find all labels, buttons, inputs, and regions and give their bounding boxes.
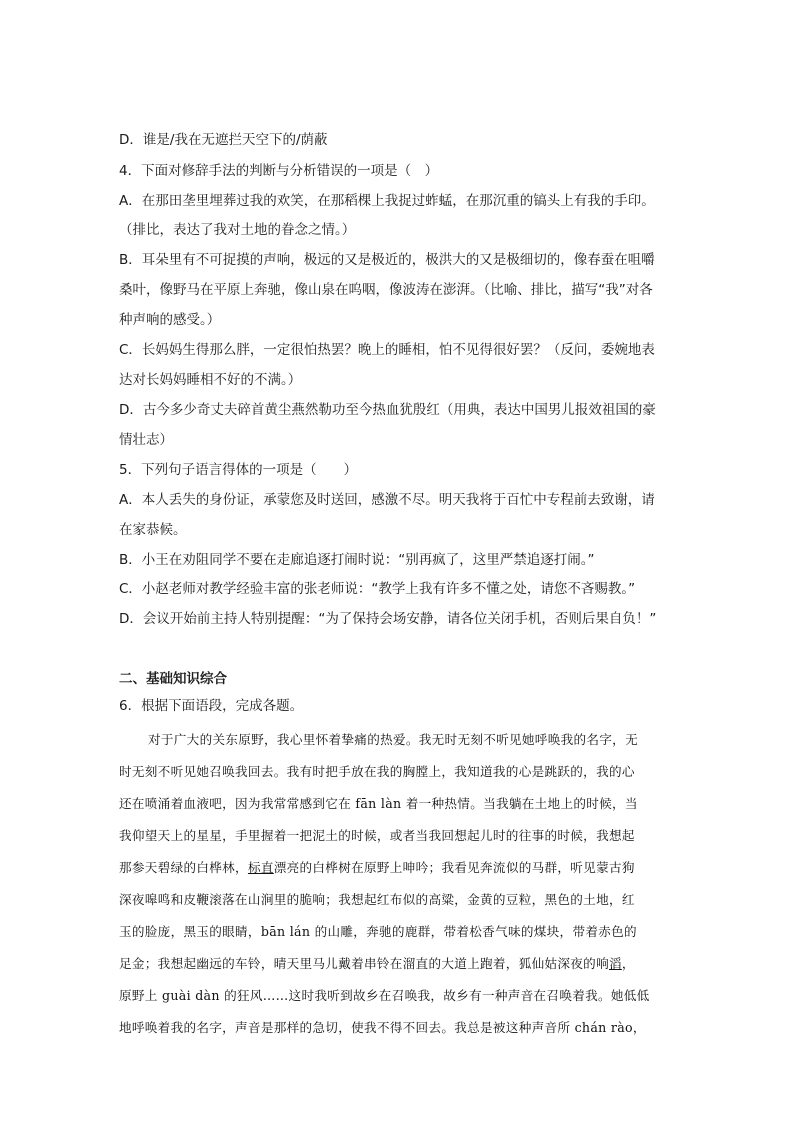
q6-stem: 6．根据下面语段，完成各题。	[119, 698, 304, 714]
passage-line-8	[119, 955, 635, 973]
q5-option-c: C．小赵老师对教学经验丰富的张老师说：“教学上我有许多不懂之处，请您不吝赐教。”	[119, 581, 636, 597]
underlined-word: 标直	[247, 860, 274, 875]
section-heading: 二、基础知识综合	[119, 671, 227, 687]
passage-line-2: 时无刻不听见她召唤我回去。我有时把手放在我的胸膛上，我知道我的心是跳跃的，我的心	[119, 764, 635, 779]
passage-line-9: 原野上 guài dàn 的狂风……这时我听到故乡在召唤我，故乡有一种声音在召唤着我。她低低	[119, 988, 650, 1003]
q4-stem: 4．下面对修辞手法的判断与分析错误的一项是（ ）	[119, 163, 439, 179]
q5-option-d: D．会议开始前主持人特别提醒：“为了保持会场安静，请各位关闭手机，否则后果自负！”	[119, 611, 657, 627]
q4-option-b-line1: B．耳朵里有不可捉摸的声响，极远的又是极近的，极洪大的又是极细切的，像春蚕在咀嚼	[119, 252, 655, 268]
passage-line-10: 地呼唤着我的名字，声音是那样的急切，使我不得不回去。我总是被这种声音所 chán rào，	[119, 1020, 646, 1035]
q3-option-d: D．谁是/我在无遮拦天空下的/荫蔽	[119, 132, 328, 148]
passage-line-3: 还在喷涌着血液吧，因为我常常感到它在 fān làn 着一种热情。当我躺在土地上的时候，当	[119, 796, 638, 811]
passage-line-5	[119, 859, 635, 877]
q4-option-d-line2: 情壮志）	[119, 432, 173, 448]
q5-option-a-line2: 在家恭候。	[119, 522, 187, 538]
q4-option-c-line2: 达对长妈妈睡相不好的不满。）	[119, 372, 302, 388]
passage-line-8-end: ，	[621, 956, 635, 971]
passage-line-6: 深夜嗥鸣和皮鞭滚落在山涧里的脆响；我想起红布似的高粱，金黄的豆粒，黑色的土地，红	[119, 892, 635, 907]
q4-option-a-line2: （排比，表达了我对土地的眷念之情。）	[119, 222, 356, 238]
passage-line-4: 我仰望天上的星星，手里握着一把泥土的时候，或者当我回想起儿时的往事的时候，我想起	[119, 828, 635, 843]
q4-option-b-line2: 桑叶，像野马在平原上奔驰，像山泉在呜咽，像波涛在澎湃。（比喻、排比，描写“我”对各	[119, 282, 653, 298]
q4-option-b-line3: 种声响的感受。）	[119, 312, 221, 328]
underlined-word: 滔	[608, 956, 622, 971]
passage-line-8-text: 足金；我想起幽远的车铃，晴天里马儿戴着串铃在溜直的大道上跑着，狐仙姑深夜的响	[119, 956, 609, 971]
q4-option-c-line1: C．长妈妈生得那么胖，一定很怕热罢？晚上的睡相，怕不见得很好罢？（反问，委婉地表	[119, 342, 655, 358]
passage-line-7: 玉的脸庞，黑玉的眼睛，bān lán 的山雕，奔驰的鹿群，带着松香气味的煤块，带着赤色的	[119, 924, 637, 939]
passage-line-5-start: 那参天碧绿的白桦林，	[119, 860, 248, 875]
q5-option-b: B．小王在劝阻同学不要在走廊追逐打闹时说：“别再疯了，这里严禁追逐打闹。”	[119, 552, 595, 568]
q5-option-a-line1: A．本人丢失的身份证，承蒙您及时送回，感激不尽。明天我将于百忙中专程前去致谢，请	[119, 492, 655, 508]
q4-option-d-line1: D．古今多少奇丈夫碎首黄尘燕然勒功至今热血犹殷红（用典，表达中国男儿报效祖国的豪	[119, 402, 656, 418]
passage-line-5-rest: 漂亮的白桦树在原野上呻吟；我看见奔流似的马群，听见蒙古狗	[273, 860, 635, 875]
q5-stem: 5．下列句子语言得体的一项是（ ）	[119, 462, 358, 478]
passage-line-1: 对于广大的关东原野，我心里怀着挚痛的热爱。我无时无刻不听见她呼唤我的名字，无	[148, 732, 638, 747]
q4-option-a-line1: A．在那田垄里埋葬过我的欢笑，在那稻棵上我捉过蚱蜢，在那沉重的镐头上有我的手印。	[119, 193, 655, 209]
